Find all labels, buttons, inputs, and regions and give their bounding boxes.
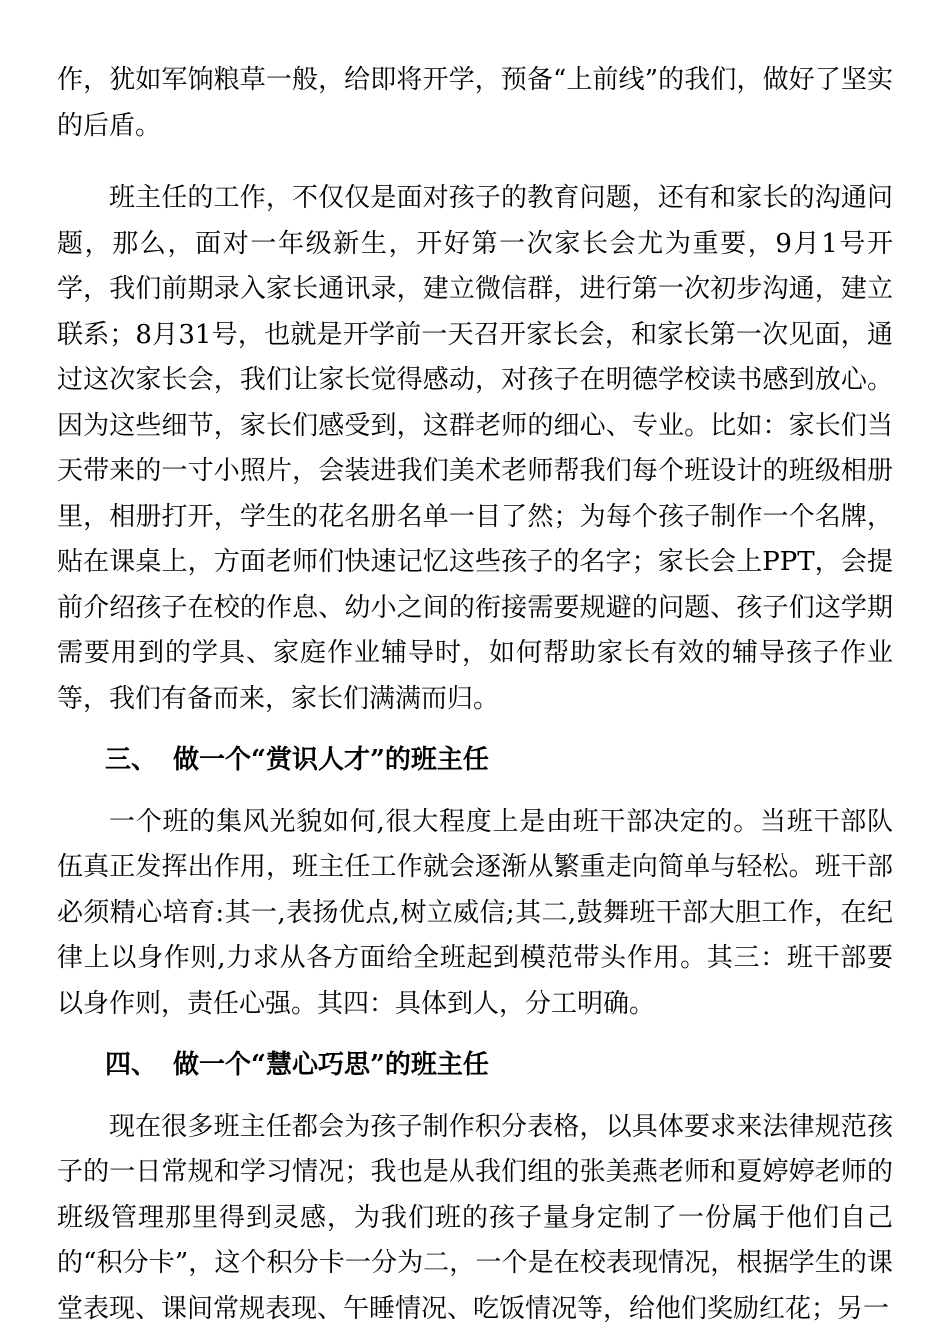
section-title-3: 做一个“赏识人才”的班主任 bbox=[173, 745, 489, 775]
paragraph-parent-meeting: 班主任的工作，不仅仅是面对孩子的教育问题，还有和家长的沟通问题，那么，面对一年级新生，开好第一次家长会尤为重要，9月1号开学，我们前期录入家长通讯录，建立微信群，进行第一次初步沟通，建立联系；8月31号，也就是开学前一天召开家长会，和家长第一次见面，通过这次家长会，我们让家长觉得感动，对孩子在明德学校读书感到放心。因为这些细节，家长们感受到，这群老师的细心、专业。比如：家长们当天带来的一寸小照片，会装进我们美术老师帮我们每个班设计的班级相册里，相册打开，学生的花名册名单一目了然；为每个孩子制作一个名牌，贴在课桌上，方面老师们快速记忆这些孩子的名字；家长会上PPT，会提前介绍孩子在校的作息、幼小之间的衔接需要规避的问题、孩子们这学期需要用到的学具、家庭作业辅导时，如何帮助家长有效的辅导孩子作业等，我们有备而来，家长们满满而归。 bbox=[57, 183, 893, 714]
document-page bbox=[57, 58, 893, 1332]
section-number-4: 四、 bbox=[105, 1050, 158, 1080]
section-number-3: 三、 bbox=[105, 745, 158, 775]
paragraph-section-4: 现在很多班主任都会为孩子制作积分表格，以具体要求来法律规范孩子的一日常规和学习情况；我也是从我们组的张美燕老师和夏婷婷老师的班级管理那里得到灵感，为我们班的孩子量身定制了一份属于他们自己的“积分卡”，这个积分卡一分为二，一个是在校表现情况，根据学生的课堂表现、课间常规表现、午睡情况、吃饭情况等，给他们奖励红花；另一 bbox=[57, 1111, 893, 1324]
paragraph-intro-continuation: 作，犹如军饷粮草一般，给即将开学，预备“上前线”的我们，做好了坚实的后盾。 bbox=[57, 65, 893, 141]
paragraph-section-3: 一个班的集风光貌如何,很大程度上是由班干部决定的。当班干部队伍真正发挥出作用，班主任工作就会逐渐从繁重走向简单与轻松。班干部必须精心培育:其一,表扬优点,树立威信;其二,鼓舞班干部大胆工作，在纪律上以身作则,力求从各方面给全班起到模范带头作用。其三：班干部要以身作则，责任心强。其四：具体到人，分工明确。 bbox=[57, 806, 893, 1019]
section-heading-3 bbox=[57, 738, 893, 784]
section-heading-4 bbox=[57, 1043, 893, 1089]
section-title-4: 做一个“慧心巧思”的班主任 bbox=[173, 1050, 489, 1080]
